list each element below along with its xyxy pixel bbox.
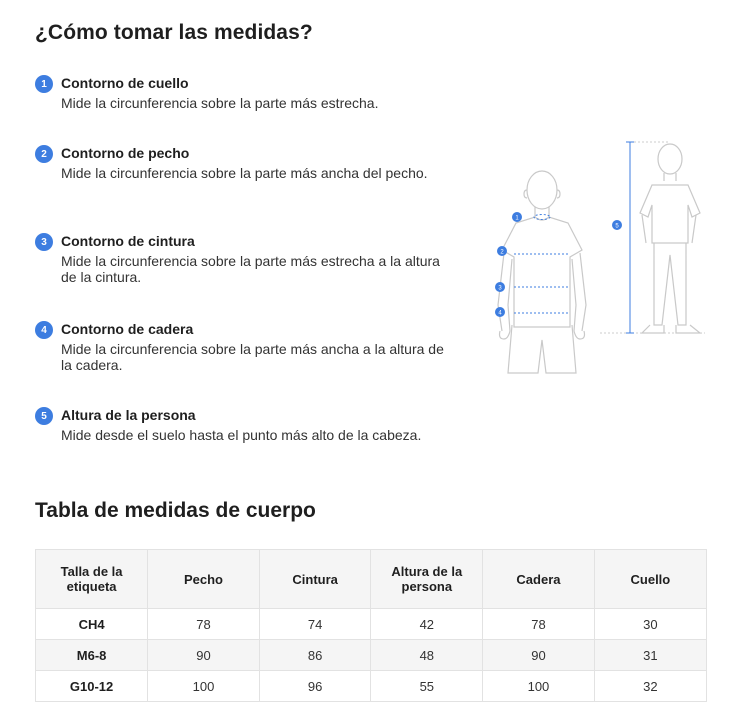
step-number-badge: 4: [35, 321, 53, 339]
table-cell: 96: [259, 671, 371, 702]
step-height: [35, 406, 451, 443]
step-title: Contorno de cuello: [61, 75, 189, 91]
table-cell: 74: [259, 609, 371, 640]
step-title: Altura de la persona: [61, 407, 196, 423]
table-title: Tabla de medidas de cuerpo: [35, 499, 316, 522]
step-hip: [35, 320, 451, 373]
column-header: Pecho: [148, 550, 260, 609]
column-header: Cadera: [483, 550, 595, 609]
table-row: [36, 640, 706, 671]
body-measurement-illustration: [490, 135, 715, 380]
step-title: Contorno de cintura: [61, 233, 195, 249]
step-title: Contorno de pecho: [61, 145, 190, 161]
step-chest: [35, 144, 451, 181]
step-description: Mide la circunferencia sobre la parte más estrecha a la altura de la cintura.: [61, 253, 440, 285]
table-cell: 86: [259, 640, 371, 671]
step-description: Mide la circunferencia sobre la parte más ancha a la altura de la cadera.: [61, 341, 444, 373]
marker-4: 4: [498, 310, 502, 317]
step-number-badge: 5: [35, 407, 53, 425]
table-header-row: [36, 550, 706, 609]
column-header: Altura de la persona: [371, 550, 483, 609]
marker-2: 2: [500, 249, 504, 256]
marker-3: 3: [498, 285, 502, 292]
column-header: Talla de la etiqueta: [36, 550, 148, 609]
step-description: Mide la circunferencia sobre la parte más estrecha.: [61, 95, 379, 111]
table-cell: 48: [371, 640, 483, 671]
table-cell: 30: [594, 609, 706, 640]
marker-1: 1: [515, 215, 519, 222]
step-waist: [35, 232, 451, 285]
step-number-badge: 2: [35, 145, 53, 163]
table-cell: 78: [483, 609, 595, 640]
table-cell: 100: [148, 671, 260, 702]
step-description: Mide la circunferencia sobre la parte más ancha del pecho.: [61, 165, 428, 181]
page-title: ¿Cómo tomar las medidas?: [35, 21, 313, 44]
table-cell: 32: [594, 671, 706, 702]
table-cell: G10-12: [36, 671, 148, 702]
table-cell: 55: [371, 671, 483, 702]
side-figure: [640, 144, 700, 333]
table-cell: 78: [148, 609, 260, 640]
table-cell: M6-8: [36, 640, 148, 671]
step-number-badge: 1: [35, 75, 53, 93]
table-cell: 90: [483, 640, 595, 671]
table-row: [36, 671, 706, 702]
front-figure: [498, 171, 586, 373]
column-header: Cintura: [259, 550, 371, 609]
step-description: Mide desde el suelo hasta el punto más alto de la cabeza.: [61, 427, 422, 443]
table-row: [36, 609, 706, 640]
step-neck: [35, 74, 451, 111]
table-cell: 90: [148, 640, 260, 671]
height-line: [626, 142, 634, 333]
column-header: Cuello: [594, 550, 706, 609]
marker-5: 5: [615, 223, 619, 230]
table-cell: CH4: [36, 609, 148, 640]
table-cell: 42: [371, 609, 483, 640]
table-cell: 100: [483, 671, 595, 702]
step-title: Contorno de cadera: [61, 321, 194, 337]
size-table: [35, 549, 707, 702]
table-cell: 31: [594, 640, 706, 671]
step-number-badge: 3: [35, 233, 53, 251]
